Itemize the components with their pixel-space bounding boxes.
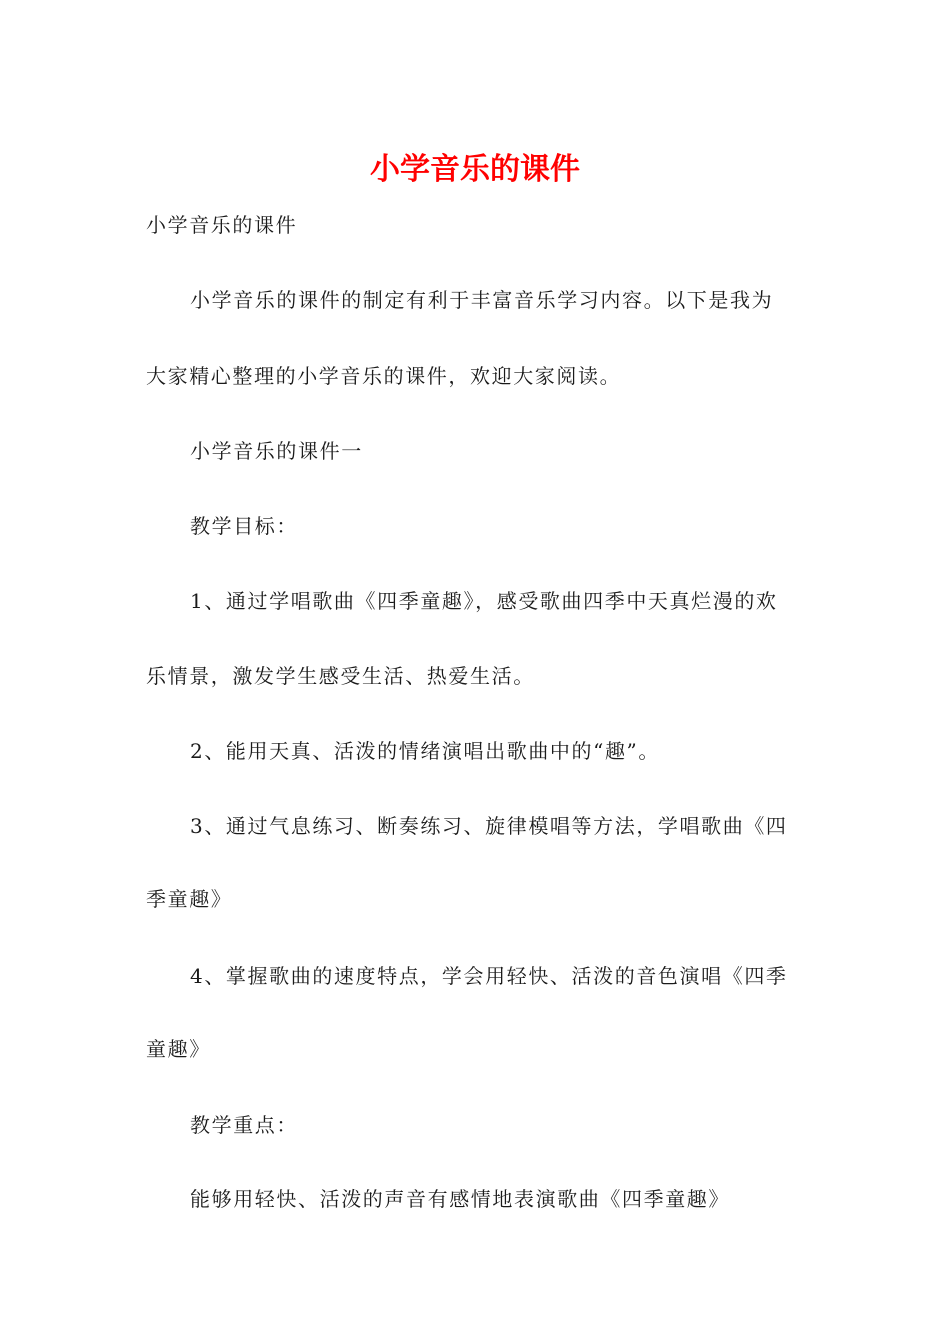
goal-1-line-1: 1、通过学唱歌曲《四季童趣》，感受歌曲四季中天真烂漫的欢 <box>190 589 778 613</box>
teaching-goals-heading: 教学目标： <box>190 514 298 538</box>
subtitle-line: 小学音乐的课件 <box>146 213 298 237</box>
goal-3-line-2: 季童趣》 <box>146 887 233 911</box>
section-heading: 小学音乐的课件一 <box>190 439 363 463</box>
goal-2-line-1: 2、能用天真、活泼的情绪演唱出歌曲中的“趣”。 <box>190 739 660 763</box>
goal-4-line-1: 4、掌握歌曲的速度特点，学会用轻快、活泼的音色演唱《四季 <box>190 964 788 988</box>
intro-paragraph-line-1: 小学音乐的课件的制定有利于丰富音乐学习内容。以下是我为 <box>190 288 774 312</box>
goal-3-line-1: 3、通过气息练习、断奏练习、旋律模唱等方法，学唱歌曲《四 <box>190 814 788 838</box>
teaching-focus-line-1: 能够用轻快、活泼的声音有感情地表演歌曲《四季童趣》 <box>190 1187 730 1211</box>
teaching-focus-heading: 教学重点： <box>190 1113 298 1137</box>
goal-4-line-2: 童趣》 <box>146 1037 211 1061</box>
document-title: 小学音乐的课件 <box>370 152 580 187</box>
intro-paragraph-line-2: 大家精心整理的小学音乐的课件，欢迎大家阅读。 <box>146 364 622 388</box>
goal-1-line-2: 乐情景，激发学生感受生活、热爱生活。 <box>146 664 535 688</box>
